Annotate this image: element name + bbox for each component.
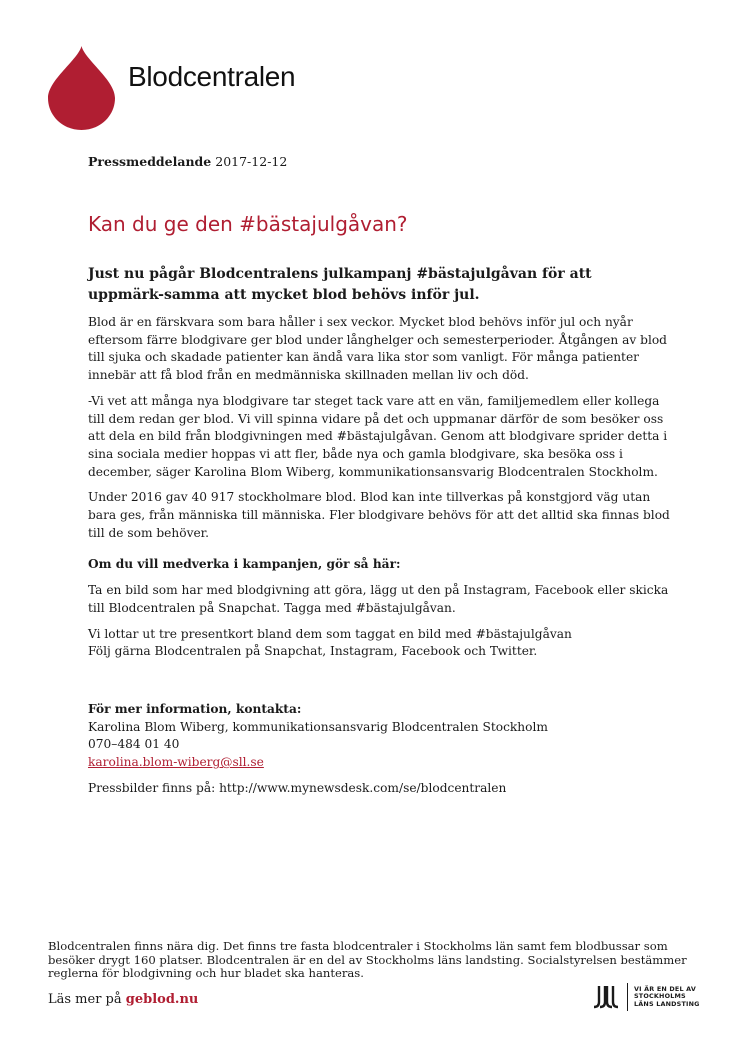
press-pictures-line: Pressbilder finns på: http://www.mynewsdesk.com/se/blodcentralen [88,780,507,795]
contact-person: Karolina Blom Wiberg, kommunikationsansvarig Blodcentralen Stockholm [88,719,548,734]
press-date: 2017-12-12 [215,154,288,169]
geblod-link[interactable]: geblod.nu [125,992,199,1007]
article-body [88,264,672,669]
contact-phone: 070–484 01 40 [88,737,180,752]
blood-drop-icon [48,46,115,130]
brand-name: Blodcentralen [128,61,296,92]
press-label: Pressmeddelande [88,154,212,169]
campaign-follow: Följ gärna Blodcentralen på Snapchat, Instagram, Facebook och Twitter. [88,644,538,659]
sll-logo [591,983,700,1011]
page-title: Kan du ge den #bästajulgåvan? [88,212,408,236]
sll-mark-icon [591,984,621,1010]
brand-logo [48,46,296,130]
paragraph-1: Blod är en färskvara som bara håller i sex veckor. Mycket blod behövs inför jul och nyår eftersom färre blodgivare ger blod under långhelger och semesterperioder. Åtgången av blod till sjuka och skadade patienter kan ändå vara lika stor som vanligt. För många patienter innebär att få blod från en medmänniska skillnaden mellan liv och död. [88,315,667,383]
campaign-heading: Om du vill medverka i kampanjen, gör så här: [88,557,401,572]
contact-heading: För mer information, kontakta: [88,702,302,716]
footer-read-more [48,992,198,1007]
footer-text: Blodcentralen finns nära dig. Det finns tre fasta blodcentraler i Stockholms län samt fem blodbussar som besöker drygt 160 platser. Blodcentralen är en del av Stockholms läns landsting. Socialstyrelsen bestämmer reglerna för blodgivning och hur bladet ska hanteras. [48,939,687,980]
press-line [88,154,287,169]
lead-paragraph: Just nu pågår Blodcentralens julkampanj #bästajulgåvan för att uppmärk-samma att mycket blod behövs inför jul. [88,266,592,303]
sll-text: VI ÄR EN DEL AV STOCKHOLMS LÄNS LANDSTING [634,984,700,1008]
read-more-label: Läs mer på [48,992,122,1007]
paragraph-2: -Vi vet att många nya blodgivare tar steget tack vare att en vän, familjemedlem eller kollega till dem redan ger blod. Vi vill spinna vidare på det och uppmanar därför de som besöker oss att dela en bild från blodgivningen med #bästajulgåvan. Genom att blodgivare sprider detta i sina sociala medier hoppas vi att fler, både nya och gamla blodgivare, ska besöka oss i december, säger Karolina Blom Wiberg, kommunikationsansvarig Blodcentralen Stockholm. [88,393,668,479]
sll-divider [627,983,628,1011]
campaign-step: Ta en bild som har med blodgivning att göra, lägg ut den på Instagram, Facebook eller skicka till Blodcentralen på Snapchat. Tagga med #bästajulgåvan. [88,583,669,615]
contact-email-link[interactable]: karolina.blom-wiberg@sll.se [88,755,264,770]
paragraph-3: Under 2016 gav 40 917 stockholmare blod. Blod kan inte tillverkas på konstgjord väg utan bara ges, från människa till människa. Fler blodgivare behövs för att det alltid ska finnas blod till de som behöver. [88,490,670,540]
campaign-lottery: Vi lottar ut tre presentkort bland dem som taggat en bild med #bästajulgåvan [88,626,572,641]
contact-block [88,701,672,798]
